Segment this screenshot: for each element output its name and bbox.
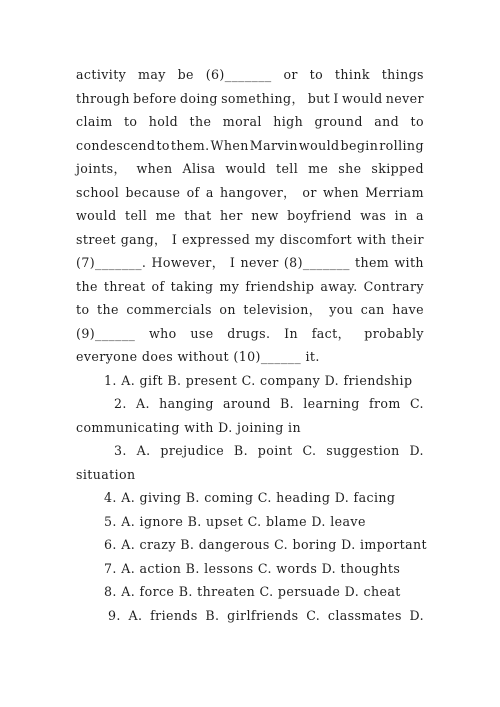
option-line	[76, 416, 424, 440]
passage-word: when	[322, 184, 360, 200]
passage-word: me	[155, 208, 176, 223]
passage-word: gang，	[120, 231, 168, 247]
passage-word: begin	[340, 137, 379, 153]
option-word: A.	[136, 396, 150, 411]
option-line	[76, 439, 424, 463]
option-word: 2.	[114, 396, 127, 411]
passage-line	[76, 345, 424, 369]
option-word: B.	[205, 607, 220, 623]
passage-word: with	[356, 231, 387, 247]
passage-word: away.	[320, 278, 358, 294]
option-text: 6. A. crazy B. dangerous C. boring D. important	[104, 537, 427, 552]
option-word: C.	[409, 396, 424, 411]
passage-word: would	[298, 137, 340, 153]
option-word: learning	[303, 396, 360, 411]
passage-word: before	[133, 90, 177, 106]
passage-word: them.	[170, 137, 210, 153]
passage-word: to	[309, 67, 324, 82]
passage-word: school	[76, 184, 120, 200]
passage-line	[76, 298, 424, 322]
passage-word: When	[210, 137, 249, 153]
option-word: B.	[280, 396, 295, 411]
passage-line	[76, 228, 424, 252]
passage-word: skipped	[371, 161, 424, 176]
passage-word: (7)_______.	[76, 255, 147, 270]
passage-word: a	[205, 184, 214, 200]
document-page	[76, 63, 427, 627]
passage-word: claim	[76, 114, 113, 129]
option-line	[76, 604, 424, 628]
option-text: 8. A. force B. threaten C. persuade D. cheat	[104, 584, 401, 599]
passage-word: new	[251, 208, 279, 223]
answer-options	[76, 369, 427, 628]
passage-word: doing	[179, 90, 218, 106]
passage-word: use	[190, 325, 214, 341]
passage-word: because	[125, 184, 181, 200]
passage-word: taking	[170, 278, 214, 294]
passage-word: commercials	[126, 302, 212, 317]
passage-line	[76, 134, 424, 158]
cloze-passage	[76, 63, 424, 369]
option-word: prejudice	[160, 443, 225, 458]
option-word: D.	[409, 443, 424, 458]
passage-word: (6)_______	[205, 67, 272, 82]
passage-word: high	[273, 114, 304, 129]
passage-word: and	[374, 114, 400, 129]
passage-word: to	[123, 114, 138, 129]
passage-word: have	[392, 302, 424, 317]
passage-word: of	[151, 278, 165, 294]
option-line	[76, 533, 427, 557]
passage-word: would	[225, 161, 267, 176]
passage-word: when	[136, 161, 173, 176]
passage-word: (8)_______	[283, 255, 350, 270]
passage-line	[76, 181, 424, 205]
passage-word: probably	[364, 325, 424, 341]
passage-word: the	[189, 114, 212, 129]
passage-word: things	[381, 67, 424, 82]
passage-word: never	[240, 255, 279, 270]
passage-word: joints，	[76, 161, 127, 176]
option-word: C.	[302, 443, 317, 458]
passage-word: television，	[243, 302, 322, 317]
passage-word: (9)______	[76, 325, 136, 341]
passage-word: be	[177, 67, 194, 82]
passage-word: she	[338, 161, 362, 176]
passage-word: the	[76, 278, 98, 294]
passage-word: my	[219, 278, 240, 294]
option-word: point	[257, 443, 293, 458]
passage-word: of	[186, 184, 200, 200]
option-text: 5. A. ignore B. upset C. blame D. leave	[104, 513, 366, 529]
passage-line	[76, 251, 424, 275]
passage-word: can	[360, 302, 385, 317]
passage-word: on	[219, 302, 236, 317]
passage-word: was	[360, 208, 387, 223]
option-word: B.	[233, 443, 248, 458]
option-text: situation	[76, 466, 136, 482]
option-word: girlfriends	[227, 607, 299, 623]
passage-word: to	[76, 302, 90, 317]
passage-word: I	[229, 255, 236, 270]
passage-word: fact，	[311, 325, 351, 341]
option-line	[76, 486, 424, 510]
option-word: A.	[128, 607, 143, 623]
passage-word: activity	[76, 67, 127, 82]
passage-word: me	[308, 161, 329, 176]
passage-word: tell	[275, 161, 299, 176]
passage-line	[76, 157, 424, 181]
option-text: communicating with D. joining in	[76, 419, 301, 435]
passage-word: with	[394, 255, 424, 270]
passage-word: through	[76, 90, 130, 106]
passage-word: I	[333, 90, 339, 106]
passage-line	[76, 204, 424, 228]
passage-line	[76, 275, 424, 299]
passage-word: or	[283, 67, 298, 82]
passage-word: who	[148, 325, 177, 341]
passage-word: you	[329, 302, 354, 317]
passage-word: think	[334, 67, 370, 82]
passage-word: tell	[124, 208, 148, 223]
passage-word: rolling	[379, 137, 424, 153]
passage-word: boyfriend	[287, 208, 352, 223]
option-line	[76, 557, 424, 581]
passage-word: However，	[151, 255, 225, 270]
passage-line	[76, 87, 424, 111]
option-line	[76, 510, 424, 534]
passage-word: to	[156, 137, 170, 153]
passage-word: street	[76, 231, 116, 247]
passage-word: threat	[103, 278, 146, 294]
option-word: 3.	[114, 443, 127, 458]
passage-word: Alisa	[182, 161, 216, 176]
passage-word: them	[354, 255, 390, 270]
passage-word: would	[76, 208, 117, 223]
option-text: 1. A. gift B. present C. company D. friendship	[104, 372, 413, 388]
passage-word: Contrary	[363, 278, 424, 294]
passage-word: Merriam	[365, 184, 424, 200]
option-word: around	[223, 396, 271, 411]
passage-line	[76, 110, 424, 134]
passage-word: expressed	[182, 231, 251, 247]
option-line	[76, 369, 424, 393]
passage-word: drugs.	[227, 325, 271, 341]
option-word: hanging	[159, 396, 214, 411]
passage-word: but	[307, 90, 331, 106]
passage-word: that	[184, 208, 212, 223]
passage-word: everyone does without (10)______ it.	[76, 349, 320, 364]
passage-word: would	[341, 90, 383, 106]
option-word: from	[368, 396, 401, 411]
passage-word: In	[284, 325, 298, 341]
option-line	[76, 463, 424, 487]
passage-word: to	[410, 114, 424, 129]
passage-word: ground	[314, 114, 363, 129]
passage-word: may	[137, 67, 166, 82]
option-word: friends	[150, 607, 198, 623]
option-text: 4. A. giving B. coming C. heading D. facing	[104, 490, 396, 505]
passage-word: hold	[148, 114, 179, 129]
passage-word: something，	[221, 90, 305, 106]
option-word: 9.	[108, 607, 121, 623]
passage-word: Marvin	[249, 137, 298, 153]
passage-word: friendship	[245, 278, 315, 294]
passage-line	[76, 322, 424, 346]
option-word: C.	[306, 607, 321, 623]
passage-word: hangover，	[219, 184, 297, 200]
passage-word: moral	[222, 114, 262, 129]
passage-word: their	[391, 231, 424, 247]
option-text: 7. A. action B. lessons C. words D. thoughts	[104, 560, 401, 576]
passage-line	[76, 63, 424, 87]
option-word: suggestion	[326, 443, 400, 458]
passage-word: never	[385, 90, 424, 106]
option-word: D.	[409, 607, 424, 623]
passage-word: in	[394, 208, 408, 223]
passage-word: the	[96, 302, 119, 317]
passage-word: a	[416, 208, 424, 223]
passage-word: her	[219, 208, 243, 223]
option-line	[76, 580, 424, 604]
option-word: classmates	[327, 607, 402, 623]
option-word: A.	[136, 443, 151, 458]
passage-word: condescend	[76, 137, 156, 153]
passage-word: I	[171, 231, 178, 247]
passage-word: my	[254, 231, 275, 247]
option-line	[76, 392, 424, 416]
passage-word: or	[302, 184, 317, 200]
passage-word: discomfort	[279, 231, 353, 247]
